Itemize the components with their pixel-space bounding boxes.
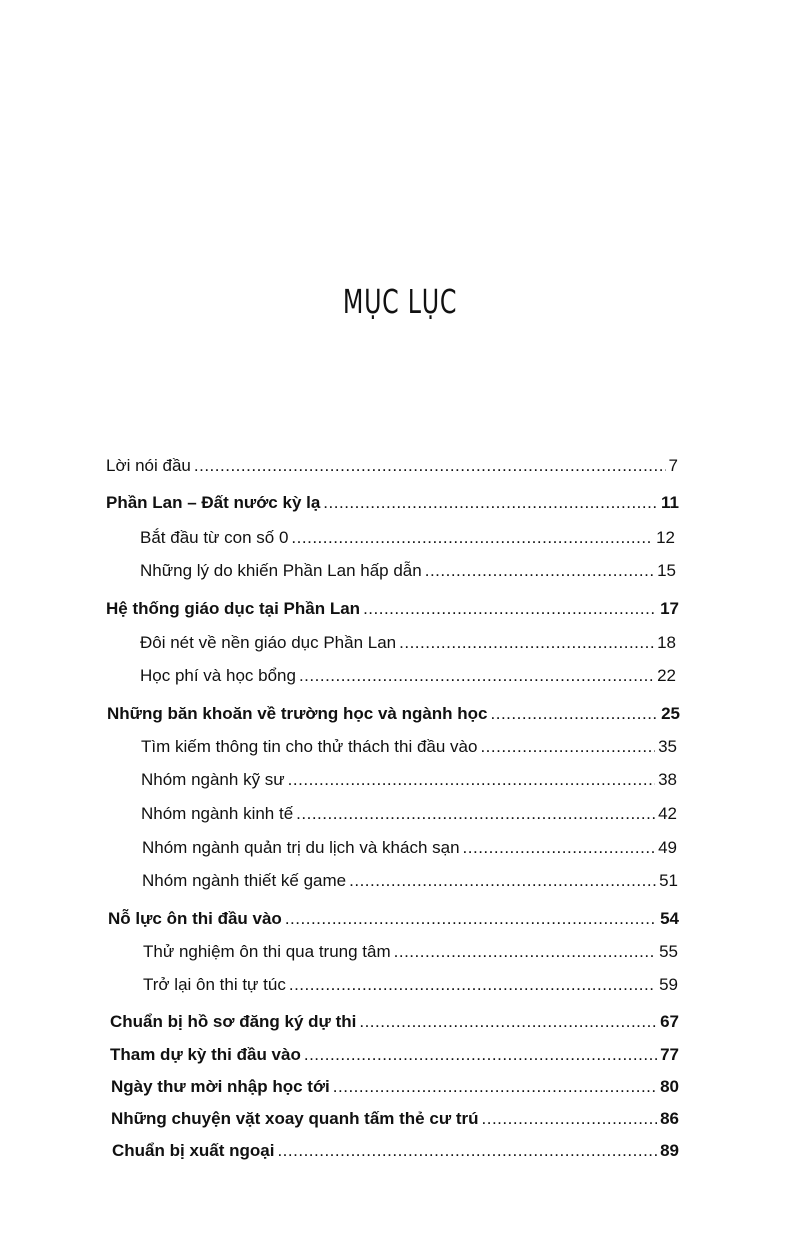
toc-entry-page: 42 <box>658 804 677 823</box>
toc-entry <box>106 490 679 516</box>
leader-dots <box>394 939 656 965</box>
toc-entry-page: 49 <box>658 838 677 857</box>
toc-entry-page: 59 <box>659 975 678 994</box>
leader-dots <box>289 972 656 998</box>
toc-entry-page: 54 <box>660 909 679 928</box>
leader-dots <box>291 525 653 551</box>
toc-entry-title: Hệ thống giáo dục tại Phần Lan <box>106 599 361 618</box>
toc-entry-title: Học phí và học bổng <box>140 666 296 685</box>
toc-entry <box>142 835 677 861</box>
leader-dots <box>194 453 666 479</box>
toc-entry-page: 12 <box>656 528 675 547</box>
leader-dots <box>363 596 657 622</box>
leader-dots <box>425 558 654 584</box>
toc-entry-title: Nhóm ngành kỹ sư <box>141 770 285 789</box>
toc-entry <box>111 1106 679 1132</box>
leader-dots <box>491 701 659 727</box>
toc-entry <box>140 663 676 689</box>
toc-entry <box>110 1042 679 1068</box>
leader-dots <box>304 1042 657 1068</box>
page-title: MỤC LỤC <box>342 282 458 321</box>
toc-entry-page: 11 <box>661 493 679 512</box>
toc-entry <box>140 525 675 551</box>
toc-entry-page: 17 <box>660 599 679 618</box>
toc-entry-page: 18 <box>657 633 676 652</box>
toc-entry-title: Đôi nét về nền giáo dục Phần Lan <box>140 633 397 652</box>
leader-dots <box>296 801 655 827</box>
toc-entry-page: 25 <box>661 704 680 723</box>
toc-entry-page: 22 <box>657 666 676 685</box>
toc-entry <box>110 1009 679 1035</box>
toc-entry-title: Nỗ lực ôn thi đầu vào <box>108 909 282 928</box>
leader-dots <box>359 1009 657 1035</box>
toc-entry <box>143 972 678 998</box>
leader-dots <box>288 767 655 793</box>
toc-entry <box>143 939 678 965</box>
toc-entry-page: 15 <box>657 561 676 580</box>
toc-entry-title: Lời nói đầu <box>106 456 191 475</box>
toc-entry <box>112 1138 679 1164</box>
leader-dots <box>399 630 654 656</box>
leader-dots <box>277 1138 657 1164</box>
toc-entry <box>142 868 678 894</box>
toc-entry-title: Bắt đầu từ con số 0 <box>140 528 289 547</box>
toc-entry-page: 67 <box>660 1012 679 1031</box>
toc-entry <box>106 453 678 479</box>
toc-entry-title: Nhóm ngành quản trị du lịch và khách sạn <box>142 838 460 857</box>
toc-entry <box>140 630 676 656</box>
toc-entry-page: 7 <box>668 456 678 475</box>
toc-entry-title: Những chuyện vặt xoay quanh tấm thẻ cư trú <box>111 1109 479 1128</box>
toc-entry-title: Nhóm ngành thiết kế game <box>142 871 347 890</box>
toc-entry-title: Những băn khoăn về trường học và ngành học <box>107 704 488 723</box>
toc-entry <box>141 767 677 793</box>
toc-entry-page: 35 <box>658 737 677 756</box>
toc-entry-title: Trở lại ôn thi tự túc <box>143 975 286 994</box>
toc-entry-title: Những lý do khiến Phần Lan hấp dẫn <box>140 561 422 580</box>
toc-entry <box>107 701 680 727</box>
toc-entry-title: Thử nghiệm ôn thi qua trung tâm <box>143 942 391 961</box>
toc-entry-title: Ngày thư mời nhập học tới <box>111 1077 330 1096</box>
toc-entry-page: 86 <box>660 1109 679 1128</box>
toc-entry-title: Phần Lan – Đất nước kỳ lạ <box>106 493 321 512</box>
leader-dots <box>349 868 656 894</box>
toc-entry-title: Nhóm ngành kinh tế <box>141 804 294 823</box>
leader-dots <box>463 835 656 861</box>
leader-dots <box>285 906 657 932</box>
toc-entry-title: Tìm kiếm thông tin cho thử thách thi đầu vào <box>141 737 478 756</box>
toc-entry-title: Chuẩn bị xuất ngoại <box>112 1141 275 1160</box>
toc-entry-page: 77 <box>660 1045 679 1064</box>
leader-dots <box>482 1106 658 1132</box>
leader-dots <box>299 663 654 689</box>
toc-entry-page: 89 <box>660 1141 679 1160</box>
toc-entry <box>106 596 679 622</box>
toc-entry <box>140 558 676 584</box>
toc-entry-page: 51 <box>659 871 678 890</box>
toc-entry-page: 38 <box>658 770 677 789</box>
toc-entry-page: 55 <box>659 942 678 961</box>
toc-entry-title: Tham dự kỳ thi đầu vào <box>110 1045 301 1064</box>
toc-entry-page: 80 <box>660 1077 679 1096</box>
leader-dots <box>480 734 655 760</box>
toc-entry-title: Chuẩn bị hồ sơ đăng ký dự thi <box>110 1012 357 1031</box>
toc-entry <box>141 734 677 760</box>
toc-entry <box>111 1074 679 1100</box>
leader-dots <box>333 1074 657 1100</box>
toc-entry <box>108 906 679 932</box>
leader-dots <box>323 490 658 516</box>
toc-entry <box>141 801 677 827</box>
